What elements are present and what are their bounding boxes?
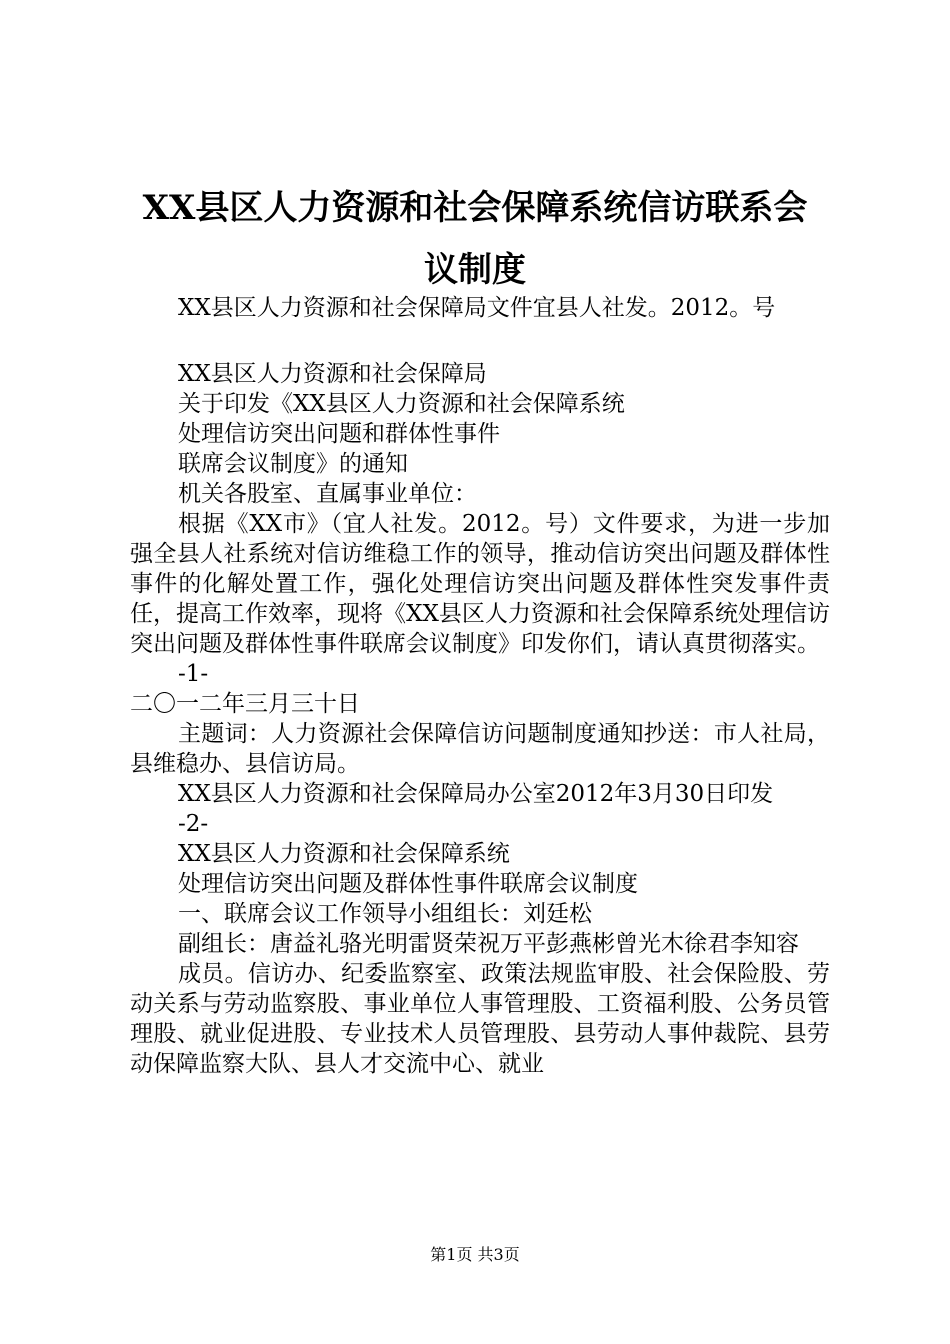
deputy-leaders: 副组长：唐益礼骆光明雷贤荣祝万平彭燕彬曾光木徐君李知容 [178,931,799,957]
notice-title-line-2: 处理信访突出问题和群体性事件 [178,421,500,447]
section-title-line-2: 处理信访突出问题及群体性事件联席会议制度 [178,871,638,897]
page-footer: 第1页 共3页 [430,1245,520,1264]
section-title-line-1: XX县区人力资源和社会保障系统 [178,841,510,867]
subject-and-cc: 主题词：人力资源社会保障信访问题制度通知抄送：市人社局，县维稳办、县信访局。 [130,721,830,777]
page-marker-2: -2- [178,811,209,837]
document-title-line-1: XX县区人力资源和社会保障系统信访联系会 [142,188,808,228]
page-marker-1: -1- [178,661,209,687]
issuer-line: XX县区人力资源和社会保障局 [178,361,487,387]
notice-title-line-1: 关于印发《XX县区人力资源和社会保障系统 [178,391,625,417]
notice-title-line-3: 联席会议制度》的通知 [178,451,408,477]
notice-body: 根据《XX市》（宜人社发。2012。号）文件要求，为进一步加强全县人社系统对信访维稳工作的领导，推动信访突出问题及群体性事件的化解处置工作，强化处理信访突出问题及群体性突发事件责任，提高工作效率，现将《XX县区人力资源和社会保障系统处理信访突出问题及群体性事件联席会议制度》印发你们，请认真贯彻落实。 [130,511,830,657]
doc-reference: XX县区人力资源和社会保障局文件宜县人社发。2012。号 [178,295,776,321]
print-info: XX县区人力资源和社会保障局办公室2012年3月30日印发 [178,781,774,807]
issue-date: 二〇一二年三月三十日 [130,691,360,717]
members: 成员。信访办、纪委监察室、政策法规监审股、社会保险股、劳动关系与劳动监察股、事业单位人事管理股、工资福利股、公务员管理股、就业促进股、专业技术人员管理股、县劳动人事仲裁院、县劳动保障监察大队、县人才交流中心、就业 [130,961,830,1077]
document-title-line-2: 议制度 [424,250,526,290]
leader-line: 一、联席会议工作领导小组组长：刘廷松 [178,901,592,927]
addressee: 机关各股室、直属事业单位： [178,481,477,507]
document-body [130,293,830,1079]
